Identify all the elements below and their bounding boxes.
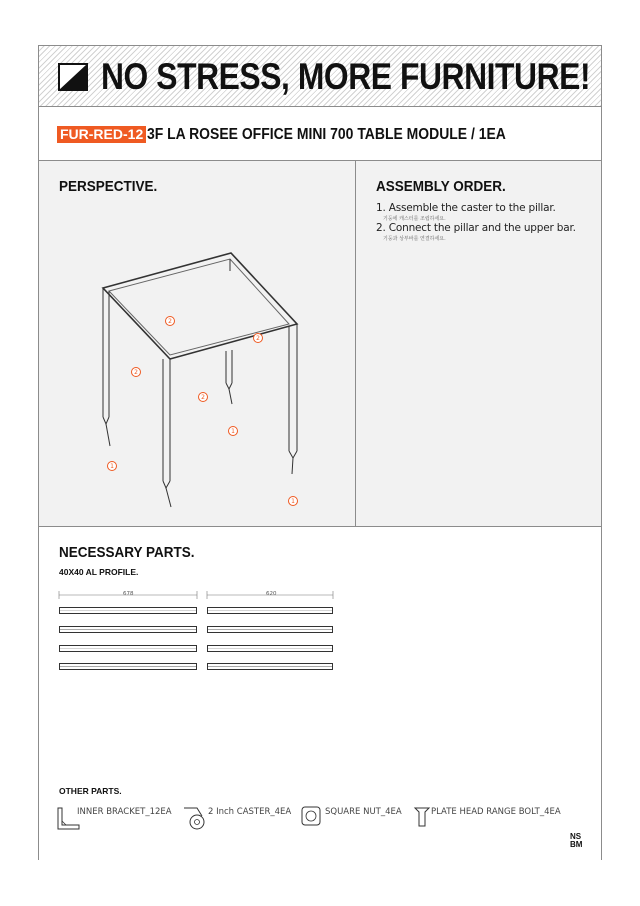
product-name: 3F LA ROSEE OFFICE MINI 700 TABLE MODULE / 1EA [147,126,506,143]
other-part-label: 2 Inch CASTER_4EA [208,807,292,817]
other-parts-title: OTHER PARTS. [59,786,122,796]
callout-upper-bar: 2 [168,318,172,325]
header-banner [39,46,601,107]
other-part-label: SQUARE NUT_4EA [325,807,402,817]
callout-caster: 1 [231,428,235,435]
triangle-logo-icon [58,63,88,91]
profile-bar-620 [207,607,333,614]
callout-upper-bar: 2 [256,335,260,342]
product-code-badge: FUR-RED-12 [57,126,146,143]
profile-bar-678 [59,607,197,614]
product-header [39,107,601,161]
dimension-620: 620 [266,591,277,597]
perspective-title: PERSPECTIVE. [59,178,158,195]
square-nut-icon [300,805,322,827]
profile-label: 40X40 AL PROFILE. [59,567,139,577]
callout-upper-bar: 2 [134,369,138,376]
profile-bar-620 [207,663,333,670]
brand-logo-line-2: BM [570,840,583,849]
brand-logo-line-1: NS [570,832,582,841]
other-part-label: PLATE HEAD RANGE BOLT_4EA [431,807,561,817]
dimension-678: 678 [123,591,134,597]
profile-bar-620 [207,645,333,652]
necessary-parts-title: NECESSARY PARTS. [59,544,195,561]
assembly-step-1-korean: 기둥에 캐스터를 조립하세요. [383,216,446,222]
callout-caster: 1 [110,463,114,470]
assembly-order-panel [356,161,601,526]
assembly-sheet [38,45,602,860]
profile-bar-678 [59,626,197,633]
table-perspective-drawing [39,161,355,526]
page-title: NO STRESS, MORE FURNITURE! [101,56,591,97]
callout-caster: 1 [291,498,295,505]
profile-bar-678 [59,645,197,652]
other-part-label: INNER BRACKET_12EA [77,807,172,817]
assembly-order-title: ASSEMBLY ORDER. [376,178,506,195]
profile-bar-620 [207,626,333,633]
assembly-step-2: 2. Connect the pillar and the upper bar. [376,222,576,234]
brand-logo [570,833,582,849]
bolt-icon [413,805,431,829]
profile-bar-678 [59,663,197,670]
caster-icon [181,804,207,832]
assembly-step-1: 1. Assemble the caster to the pillar. [376,202,556,214]
assembly-step-2-korean: 기둥과 상부바를 연결하세요. [383,236,446,242]
callout-upper-bar: 2 [201,394,205,401]
perspective-panel [39,161,356,526]
